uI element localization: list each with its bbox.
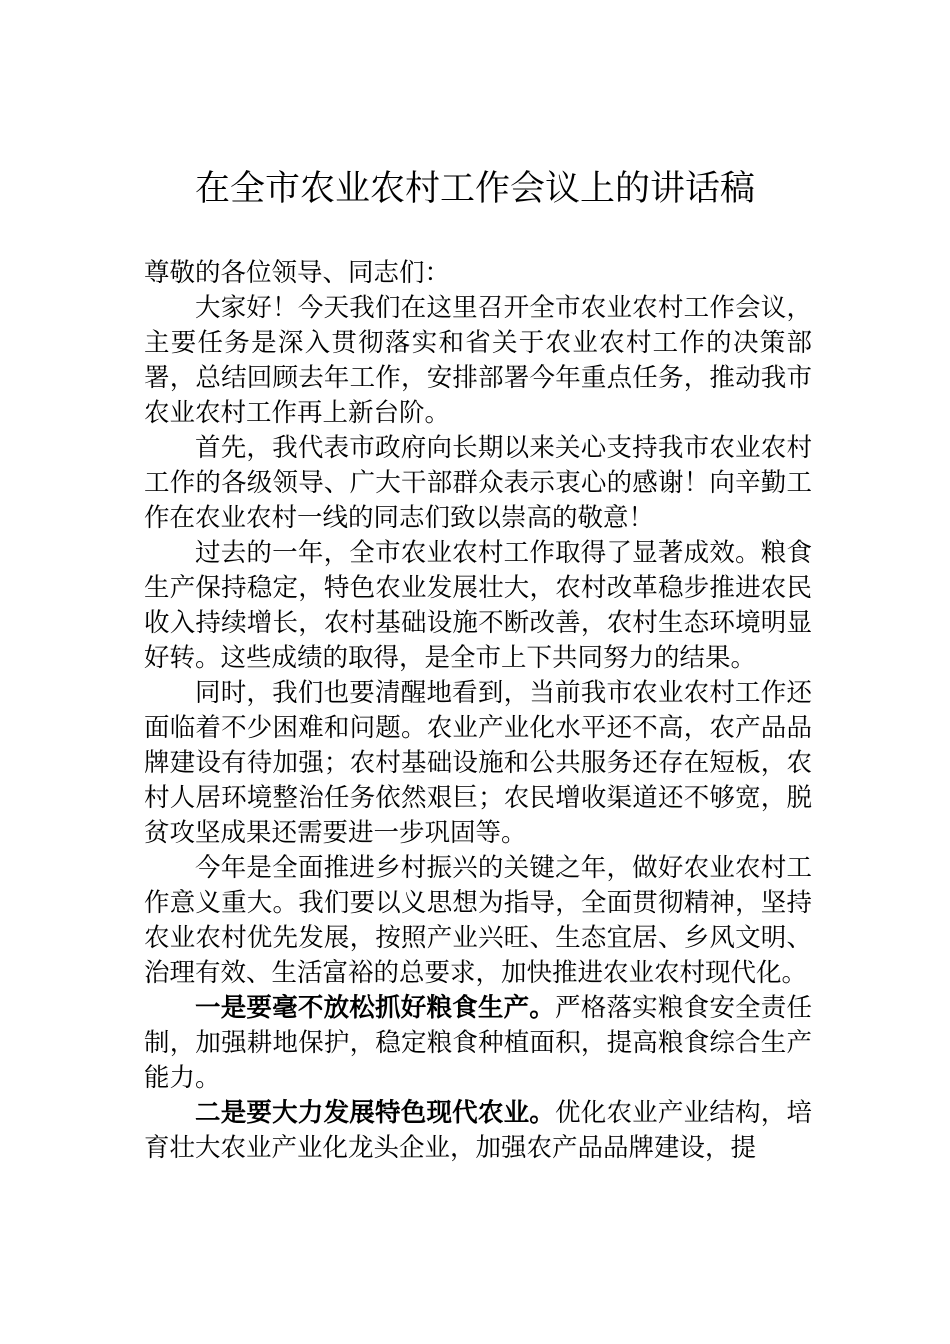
- paragraph-5: [144, 851, 812, 991]
- paragraph-text: 严格落实粮食安全责任制，加强耕地保护，稳定粮食种植面积，提高粮食综合生产能力。: [144, 993, 812, 1093]
- salutation: 尊敬的各位领导、同志们：: [144, 258, 451, 288]
- paragraph-lead: 一是要毫不放松抓好粮食生产。: [195, 993, 556, 1023]
- paragraph-text: 过去的一年，全市农业农村工作取得了显著成效。粮食生产保持稳定，特色农业发展壮大，农村改革稳步推进农民收入持续增长，农村基础设施不断改善，农村生态环境明显好转。这些成绩的取得，是全市上下共同努力的结果。: [144, 538, 812, 673]
- paragraph-lead: 二是要大力发展特色现代农业。: [195, 1098, 556, 1128]
- paragraph-4: [144, 676, 812, 851]
- paragraph-text: 首先，我代表市政府向长期以来关心支持我市农业农村工作的各级领导、广大干部群众表示衷心的感谢！向辛勤工作在农业农村一线的同志们致以崇高的敬意！: [144, 433, 812, 533]
- paragraph-text: 同时，我们也要清醒地看到，当前我市农业农村工作还面临着不少困难和问题。农业产业化水平还不高，农产品品牌建设有待加强；农村基础设施和公共服务还存在短板，农村人居环境整治任务依然艰巨；农民增收渠道还不够宽，脱贫攻坚成果还需要进一步巩固等。: [144, 678, 812, 848]
- paragraph-text: 大家好！今天我们在这里召开全市农业农村工作会议，主要任务是深入贯彻落实和省关于农业农村工作的决策部署，总结回顾去年工作，安排部署今年重点任务，推动我市农业农村工作再上新台阶。: [144, 293, 812, 428]
- document-body: [144, 256, 812, 1166]
- paragraph-7: [144, 1096, 812, 1166]
- paragraph-text: 今年是全面推进乡村振兴的关键之年，做好农业农村工作意义重大。我们要以义思想为指导，全面贯彻精神，坚持农业农村优先发展，按照产业兴旺、生态宜居、乡风文明、治理有效、生活富裕的总要求，加快推进农业农村现代化。: [144, 853, 812, 988]
- paragraph-2: [144, 431, 812, 536]
- paragraph-text: 优化农业产业结构，培育壮大农业产业化龙头企业，加强农产品品牌建设，提: [144, 1098, 812, 1163]
- paragraph-1: [144, 291, 812, 431]
- document-title: 在全市农业农村工作会议上的讲话稿: [194, 169, 755, 209]
- paragraph-3: [144, 536, 812, 676]
- paragraph-6: [144, 991, 812, 1096]
